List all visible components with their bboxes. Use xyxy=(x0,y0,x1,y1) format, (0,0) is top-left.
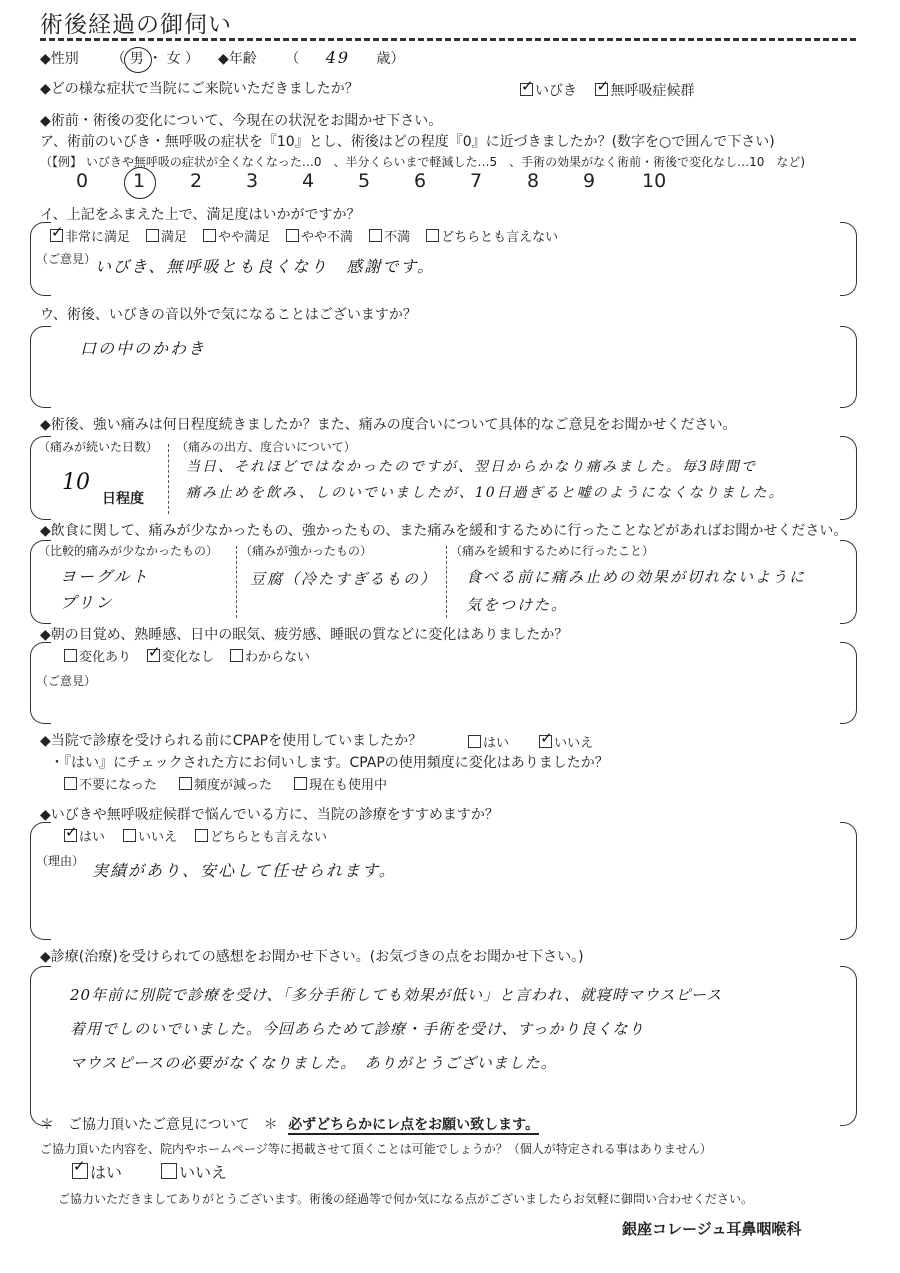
satisfaction-options xyxy=(50,226,574,245)
satisfaction-comment-label: （ご意見） xyxy=(36,252,97,266)
cpap-followup-checkbox[interactable] xyxy=(64,777,77,790)
food-divider-1 xyxy=(236,546,237,618)
satisfaction-option-label: やや満足 xyxy=(218,230,271,245)
scale-option[interactable]: 7 xyxy=(470,170,483,192)
sleep-option-label: 変化なし xyxy=(162,650,215,665)
cpap-followup-option[interactable] xyxy=(179,778,272,793)
cpap-followup: ・『はい』にチェックされた方にお伺いします。CPAPの使用頻度に変化はありましたか？ xyxy=(50,755,609,771)
cpap-followup-checkbox[interactable] xyxy=(179,777,192,790)
pain-divider xyxy=(168,444,169,514)
age-label: ◆年齢 xyxy=(218,51,257,67)
satisfaction-option-label: 非常に満足 xyxy=(65,230,131,245)
satisfaction-checkbox[interactable] xyxy=(426,229,439,242)
scale-option[interactable]: 6 xyxy=(414,170,427,192)
consent-heading: ＊ ご協力頂いたご意見について ＊ 必ずどちらかにレ点をお願い致します。 xyxy=(40,1117,540,1133)
food-divider-2 xyxy=(446,546,447,618)
cpap-followup-option[interactable] xyxy=(64,778,157,793)
recommend-option[interactable] xyxy=(195,830,327,845)
impression-box-right xyxy=(840,966,857,1126)
impression-line1[interactable]: 20年前に別院で診療を受け、「多分手術しても効果が低い」と言われ、就寝時マウスピース xyxy=(70,986,723,1004)
scale-option[interactable]: 10 xyxy=(642,170,667,192)
cpap-no-checkbox[interactable] xyxy=(539,735,552,748)
scale-option[interactable]: 5 xyxy=(358,170,371,192)
cpap-followup-option[interactable] xyxy=(294,778,387,793)
consent-yes-checkbox[interactable] xyxy=(72,1163,88,1179)
recommend-reason[interactable]: 実績があり、安心して任せられます。 xyxy=(92,861,397,880)
cpap-followup-options xyxy=(64,774,409,793)
cpap-followup-option-label: 頻度が減った xyxy=(194,778,273,793)
symptoms-question: ◆どの様な症状で当院にご来院いただきましたか？ xyxy=(40,81,359,97)
recommend-box-left xyxy=(30,822,51,940)
pain-days-label: （痛みが続いた日数） xyxy=(38,440,159,454)
satisfaction-box-right xyxy=(840,222,857,296)
change-heading: ◆術前・術後の変化について、今現在の状況をお聞かせ下さい。 xyxy=(40,113,443,129)
sleep-option[interactable] xyxy=(230,650,310,665)
satisfaction-option-label: やや不満 xyxy=(301,230,354,245)
pain-days-value[interactable]: 10 xyxy=(62,470,90,495)
satisfaction-option-label: 不満 xyxy=(384,230,411,245)
title-divider xyxy=(40,38,856,41)
food-col3-label: （痛みを緩和するために行ったこと） xyxy=(450,544,655,558)
sleep-checkbox[interactable] xyxy=(64,649,77,662)
other-box-right xyxy=(840,326,857,408)
food-col3-line2[interactable]: 気をつけた。 xyxy=(466,596,569,614)
selected-scale-circle xyxy=(124,167,156,199)
gender-label: ◆性別 xyxy=(40,51,79,67)
scale-option[interactable]: 4 xyxy=(302,170,315,192)
pain-box-right xyxy=(840,436,857,520)
cpap-followup-checkbox[interactable] xyxy=(294,777,307,790)
consent-question: ご協力頂いた内容を、院内やホームページ等に掲載させて頂くことは可能でしょうか？（個人が特定される事はありません） xyxy=(40,1142,712,1156)
consent-no-checkbox[interactable] xyxy=(161,1163,177,1179)
recommend-options xyxy=(64,826,345,845)
other-question: ウ、術後、いびきの音以外で気になることはございますか？ xyxy=(40,307,417,323)
satisfaction-checkbox[interactable] xyxy=(203,229,216,242)
consent-thanks: ご協力いただきましてありがとうございます。術後の経過等で何か気になる点がございましたらお気軽に御問い合わせください。 xyxy=(58,1192,754,1206)
satisfaction-checkbox[interactable] xyxy=(50,229,63,242)
impression-question: ◆診療(治療)を受けられての感想をお聞かせ下さい。(お気づきの点をお聞かせ下さい。) xyxy=(40,949,584,965)
scale-option[interactable]: 0 xyxy=(76,170,89,192)
change-example: （【例】 いびきや無呼吸の症状が全くなくなった…0 、半分くらいまで軽減した…5 、手術の効果がなく術前・術後で変化なし…10 など) xyxy=(40,155,806,169)
sleep-options xyxy=(64,646,326,665)
sleep-comment-label: （ご意見） xyxy=(36,674,97,688)
recommend-option[interactable] xyxy=(64,830,105,845)
food-col1-line2[interactable]: プリン xyxy=(60,593,114,612)
satisfaction-question: イ、上記をふまえた上で、満足度はいかがですか？ xyxy=(40,207,361,223)
pain-detail-line1[interactable]: 当日、それほどではなかったのですが、翌日からかなり痛みました。毎3時間で xyxy=(186,459,757,475)
gender-female-option[interactable]: 女 xyxy=(166,51,181,67)
food-col1-line1[interactable]: ヨーグルト xyxy=(60,567,150,586)
change-question-a: ア、術前のいびき・無呼吸の症状を『10』とし、術後はどの程度『0』に近づきましたか？(数字を○で囲んで下さい) xyxy=(40,134,775,150)
snoring-checkbox[interactable] xyxy=(520,83,533,96)
consent-emphasis: 必ずどちらかにレ点をお願い致します。 xyxy=(288,1117,540,1133)
satisfaction-comment[interactable]: いびき、無呼吸とも良くなり 感謝です。 xyxy=(95,257,436,276)
food-col2-value[interactable]: 豆腐（冷たすぎるもの） xyxy=(250,570,438,588)
other-box-left xyxy=(30,326,51,408)
sleep-box-right xyxy=(840,642,857,724)
recommend-checkbox[interactable] xyxy=(64,829,77,842)
gender-male-option[interactable]: 男 xyxy=(130,51,148,67)
recommend-checkbox[interactable] xyxy=(123,829,136,842)
sleep-checkbox[interactable] xyxy=(147,649,160,662)
impression-line2[interactable]: 着用でしのいでいました。今回あらためて診療・手術を受け、すっかり良くなり xyxy=(70,1020,645,1038)
satisfaction-option[interactable] xyxy=(50,230,130,245)
consent-options: ✓はい いいえ xyxy=(72,1160,227,1183)
pain-question: ◆術後、強い痛みは何日程度続きましたか？また、痛みの度合いについて具体的なご意見をお聞かせください。 xyxy=(40,417,737,433)
sleep-option[interactable] xyxy=(64,650,131,665)
sleep-option-label: わからない xyxy=(245,650,311,665)
gender-row: ◆性別 （ 男 ・ 女 ） xyxy=(40,48,199,68)
cpap-yes-checkbox[interactable] xyxy=(468,735,481,748)
scale-option[interactable]: 1 xyxy=(133,170,146,192)
recommend-box-right xyxy=(840,822,857,940)
satisfaction-option[interactable] xyxy=(286,230,353,245)
symptoms-options: ✓ いびき ✓ 無呼吸症候群 xyxy=(520,80,694,100)
sleep-checkbox[interactable] xyxy=(230,649,243,662)
sleep-question: ◆朝の目覚め、熟睡感、日中の眠気、疲労感、睡眠の質などに変化はありましたか？ xyxy=(40,627,569,643)
sleep-option-label: 変化あり xyxy=(79,650,132,665)
pain-detail-line2[interactable]: 痛み止めを飲み、しのいでいましたが、10日過ぎると嘘のようになくなりました。 xyxy=(186,485,785,501)
cpap-question: ◆当院で診療を受けられる前にCPAPを使用していましたか？ xyxy=(40,733,423,749)
age-row: ◆年齢 （ 49 歳） xyxy=(218,48,405,67)
satisfaction-option-label: 満足 xyxy=(161,230,188,245)
apnea-checkbox[interactable] xyxy=(595,83,608,96)
cpap-followup-option-label: 不要になった xyxy=(79,778,158,793)
satisfaction-option[interactable] xyxy=(146,230,187,245)
food-col1-label: （比較的痛みが少なかったもの） xyxy=(38,544,219,558)
scale-option[interactable]: 3 xyxy=(246,170,259,192)
pain-days-unit: 日程度 xyxy=(102,491,144,507)
age-value[interactable]: 49 xyxy=(325,48,351,67)
satisfaction-checkbox[interactable] xyxy=(146,229,159,242)
food-question: ◆飲食に関して、痛みが少なかったもの、強かったもの、また痛みを緩和するために行ったことなどがあればお聞かせください。 xyxy=(40,523,848,539)
scale-option[interactable]: 2 xyxy=(190,170,203,192)
symptom-scale xyxy=(0,170,900,198)
satisfaction-checkbox[interactable] xyxy=(369,229,382,242)
recommend-option-label: はい xyxy=(79,830,106,845)
selected-circle xyxy=(124,47,152,73)
clinic-name: 銀座コレージュ耳鼻咽喉科 xyxy=(622,1220,802,1238)
sleep-option[interactable] xyxy=(147,650,214,665)
recommend-option[interactable] xyxy=(123,830,177,845)
other-answer[interactable]: 口の中のかわき xyxy=(80,339,207,358)
recommend-checkbox[interactable] xyxy=(195,829,208,842)
satisfaction-option-label: どちらとも言えない xyxy=(441,230,559,245)
scale-option[interactable]: 9 xyxy=(583,170,596,192)
satisfaction-option[interactable] xyxy=(369,230,410,245)
satisfaction-option[interactable] xyxy=(203,230,270,245)
recommend-option-label: どちらとも言えない xyxy=(210,830,328,845)
satisfaction-checkbox[interactable] xyxy=(286,229,299,242)
page-title: 術後経過の御伺い xyxy=(40,12,232,38)
recommend-reason-label: （理由） xyxy=(36,854,85,868)
recommend-option-label: いいえ xyxy=(138,830,178,845)
recommend-question: ◆いびきや無呼吸症候群で悩んでいる方に、当院の診療をすすめますか？ xyxy=(40,807,499,823)
satisfaction-option[interactable] xyxy=(426,230,558,245)
food-col2-label: （痛みが強かったもの） xyxy=(240,544,373,558)
impression-line3[interactable]: マウスピースの必要がなくなりました。 ありがとうございました。 xyxy=(70,1054,557,1072)
scale-option[interactable]: 8 xyxy=(527,170,540,192)
pain-detail-label: （痛みの出方、度合いについて） xyxy=(176,440,356,454)
impression-box-left xyxy=(30,966,51,1126)
cpap-options: はい ✓ いいえ xyxy=(468,732,593,751)
cpap-followup-option-label: 現在も使用中 xyxy=(309,778,388,793)
food-col3-line1[interactable]: 食べる前に痛み止めの効果が切れないように xyxy=(466,568,807,586)
food-box-right xyxy=(840,540,857,624)
